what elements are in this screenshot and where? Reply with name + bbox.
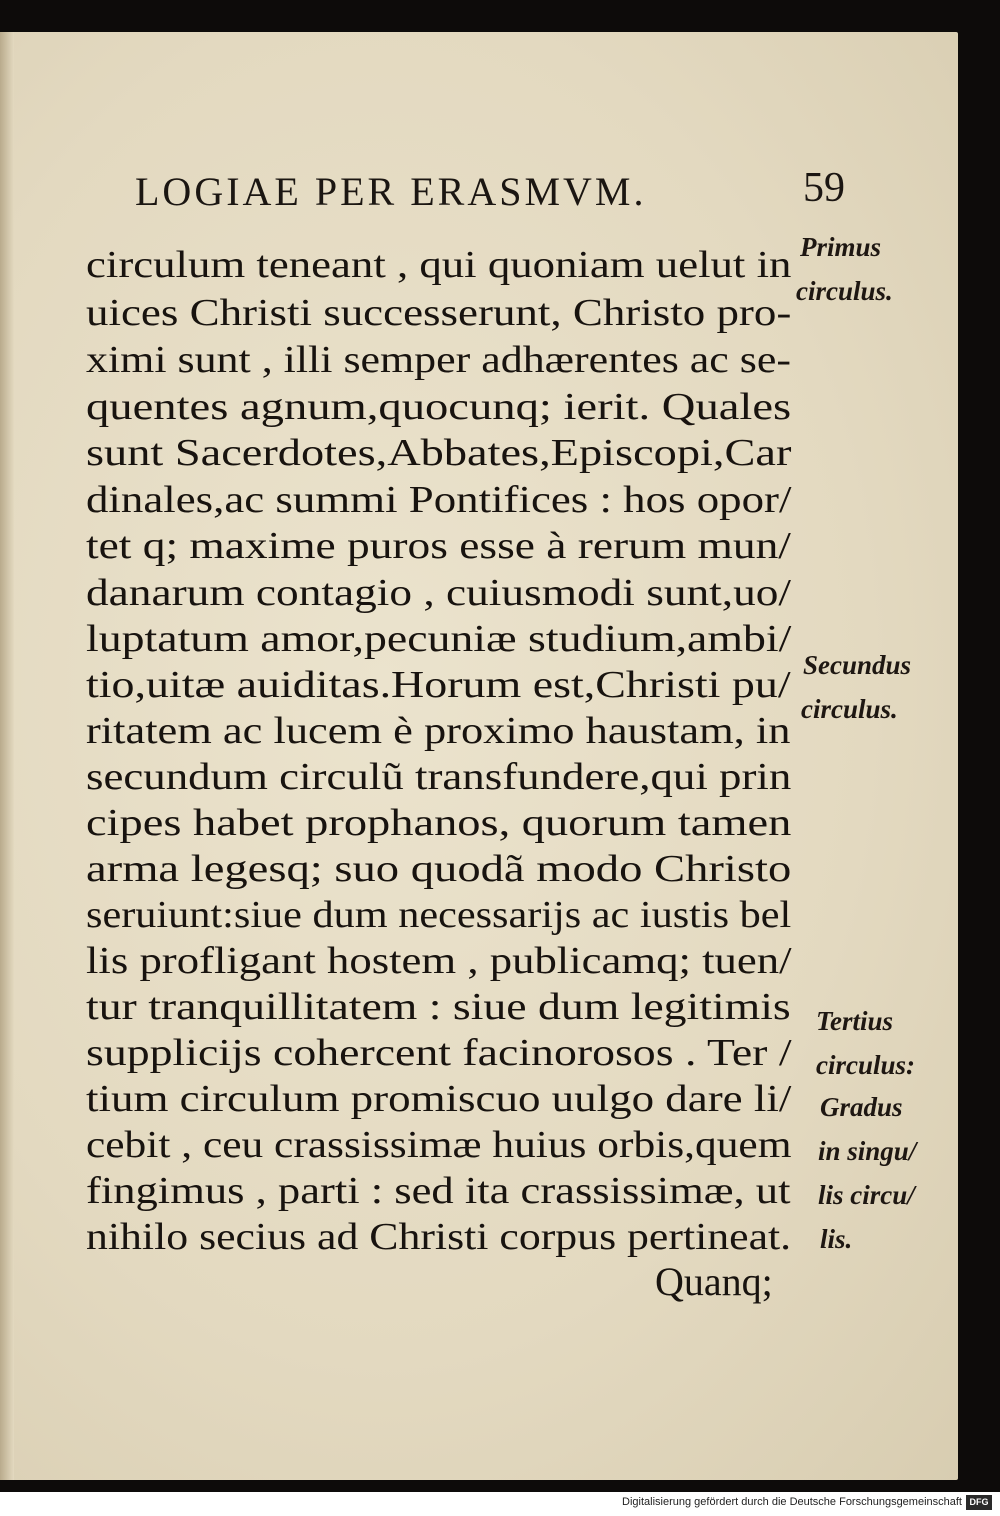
text-line: seruiunt:siue dum necessarijs ac iustis bel <box>86 894 792 936</box>
text-line: secundum circulũ transfundere,qui prin <box>86 756 792 798</box>
text-line: uices Christi successerunt, Christo pro- <box>86 292 792 334</box>
text-line: tio,uitæ auiditas.Horum est,Christi pu/ <box>86 664 791 706</box>
text-line: cipes habet prophanos, quorum tamen <box>86 802 792 844</box>
text-line: ritatem ac lucem è proximo haustam, in <box>86 710 791 752</box>
dfg-logo: DFG <box>966 1495 992 1510</box>
marginal-note-line: Gradus <box>820 1092 903 1122</box>
text-line: quentes agnum,quocunq; ierit. Quales <box>86 386 792 428</box>
text-line: luptatum amor,pecuniæ studium,ambi/ <box>86 618 792 660</box>
text-line: danarum contagio , cuiusmodi sunt,uo/ <box>86 572 792 614</box>
catchword: Quanq; <box>655 1259 773 1304</box>
marginal-note-line: circulus. <box>801 694 898 724</box>
marginal-note-line: Primus <box>800 232 882 262</box>
marginal-note-line: Tertius <box>816 1006 894 1036</box>
marginal-note-line: lis. <box>820 1224 853 1254</box>
text-line: supplicijs cohercent facinorosos . Ter / <box>86 1032 792 1074</box>
text-line: dinales,ac summi Pontifices : hos opor/ <box>86 479 792 521</box>
footer-bar <box>0 1492 1000 1516</box>
text-line: tur tranquillitatem : siue dum legitimis <box>86 986 791 1028</box>
running-head-title: LOGIAE PER ERASMVM. <box>135 169 647 214</box>
text-line: ximi sunt , illi semper adhærentes ac se- <box>86 339 791 381</box>
text-line: tium circulum promiscuo uulgo dare li/ <box>86 1078 792 1120</box>
text-line: fingimus , parti : sed ita crassissimæ, ut <box>86 1170 791 1212</box>
marginal-note-line: in singu/ <box>818 1136 917 1166</box>
text-line: tet q; maxime puros esse à rerum mun/ <box>86 525 791 567</box>
text-line: arma legesq; suo quodã modo Christo <box>86 848 792 890</box>
page-gutter <box>0 32 14 1480</box>
page-number: 59 <box>803 165 845 211</box>
marginal-note-line: circulus. <box>796 276 893 306</box>
marginal-note-line: lis circu/ <box>818 1180 915 1210</box>
marginal-note-line: circulus: <box>816 1050 916 1080</box>
text-line: lis profligant hostem , publicamq; tuen/ <box>86 940 792 982</box>
marginal-note-line: Secundus <box>803 650 912 680</box>
text-line: circulum teneant , qui quoniam uelut in <box>86 244 792 286</box>
funding-credit: Digitalisierung gefördert durch die Deutsche Forschungsgemeinschaft <box>622 1496 962 1508</box>
text-line: nihilo secius ad Christi corpus pertineat. <box>86 1216 792 1258</box>
text-line: sunt Sacerdotes,Abbates,Episcopi,Car <box>86 432 792 474</box>
text-line: cebit , ceu crassissimæ huius orbis,quem <box>86 1124 792 1166</box>
